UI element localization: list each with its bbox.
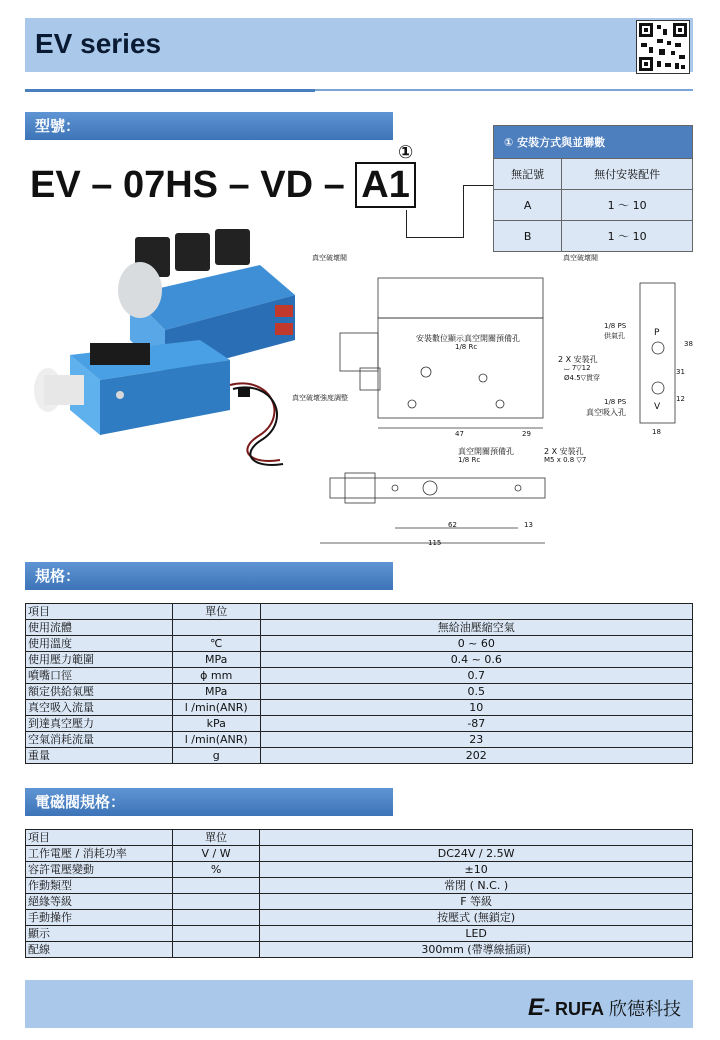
mount-holes-sub: Ø4.5▽貫穿 <box>564 374 601 382</box>
solenoid-unit-cell <box>172 878 259 894</box>
spec-row <box>26 636 693 652</box>
solenoid-item-cell: 絕緣等級 <box>26 894 173 910</box>
dimension-label: 31 <box>676 368 685 376</box>
spec-item-cell: 額定供給氣壓 <box>26 684 173 700</box>
solenoid-section-bar <box>25 788 393 816</box>
solenoid-value-cell: 300mm (帶導線插頭) <box>260 942 693 958</box>
mount-holes-sub: ⌴ 7▽12 <box>564 364 591 372</box>
spec-unit-cell: MPa <box>172 684 260 700</box>
solenoid-value-cell: 常閉 ( N.C. ) <box>260 878 693 894</box>
solenoid-unit-cell: % <box>172 862 259 878</box>
spec-item-cell: 項目 <box>26 604 173 620</box>
connector-line <box>463 185 464 238</box>
dimension-label: 62 <box>448 521 457 529</box>
ps-vac-label: 1/8 PS <box>604 398 627 406</box>
install-cell: A <box>494 190 562 221</box>
spec-value-cell: 0 ~ 60 <box>260 636 692 652</box>
connector-line <box>406 237 464 238</box>
connector-line <box>406 210 407 238</box>
spec-value-cell: -87 <box>260 716 692 732</box>
spec-item-cell: 使用溫度 <box>26 636 173 652</box>
spec-unit-cell: MPa <box>172 652 260 668</box>
mount-holes-label: 2 X 安裝孔 <box>544 447 584 456</box>
logo-rufa: - RUFA <box>543 999 604 1019</box>
logo-e: E <box>527 994 544 1021</box>
mount-note: 安裝數位顯示真空開關預備孔 <box>416 334 520 343</box>
spec-unit-cell: g <box>172 748 260 764</box>
spec-row <box>26 748 693 764</box>
spec-item-cell: 噴嘴口徑 <box>26 668 173 684</box>
option-marker: ① <box>398 142 414 163</box>
solenoid-table <box>25 829 693 958</box>
switch-hole-sub: 1/8 Rc <box>458 456 481 464</box>
solenoid-row <box>26 894 693 910</box>
spec-section-heading: 規格： <box>35 567 81 585</box>
solenoid-value-cell <box>260 830 693 846</box>
spec-row <box>26 716 693 732</box>
solenoid-row <box>26 910 693 926</box>
model-section-bar <box>25 112 393 140</box>
spec-item-cell: 重量 <box>26 748 173 764</box>
solenoid-row <box>26 862 693 878</box>
spec-unit-cell: ℃ <box>172 636 260 652</box>
technical-drawing <box>300 248 710 548</box>
solenoid-section-heading: 電磁閥規格： <box>35 793 126 811</box>
mount-holes-label: 2 X 安裝孔 <box>558 355 598 364</box>
spec-unit-cell: kPa <box>172 716 260 732</box>
install-cell: 1 ～ 10 <box>562 221 693 252</box>
model-code-suffix: A1 <box>355 162 416 208</box>
dimension-label: 29 <box>522 430 531 438</box>
install-table-title: ① 安裝方式與並聯數 <box>494 126 693 159</box>
spec-value-cell: 無給油壓縮空氣 <box>260 620 692 636</box>
solenoid-row <box>26 942 693 958</box>
port-v-label: V <box>654 402 661 412</box>
ps-supply-label: 1/8 PS <box>604 322 627 330</box>
solenoid-value-cell: LED <box>260 926 693 942</box>
mount-note-sub: 1/8 Rc <box>455 343 478 351</box>
page-title: EV series <box>35 28 162 59</box>
product-photo <box>30 225 310 475</box>
vacuum-port-label: 真空吸入孔 <box>586 408 626 417</box>
spec-value-cell: 202 <box>260 748 692 764</box>
supply-port-label: 供氣孔 <box>604 332 625 340</box>
solenoid-row <box>26 830 693 846</box>
spec-value-cell <box>260 604 692 620</box>
header-banner <box>25 18 693 72</box>
footer-banner <box>25 980 693 1028</box>
vacuum-breaking-label: 真空破壞閥 <box>563 254 598 262</box>
solenoid-item-cell: 工作電壓 / 消耗功率 <box>26 846 173 862</box>
install-col-header: 無記號 <box>494 159 562 190</box>
model-section-heading: 型號： <box>35 117 81 135</box>
solenoid-unit-cell <box>172 910 259 926</box>
spec-value-cell: 0.7 <box>260 668 692 684</box>
dimension-label: 12 <box>676 395 685 403</box>
solenoid-row <box>26 878 693 894</box>
company-logo <box>528 994 681 1022</box>
install-cell: B <box>494 221 562 252</box>
solenoid-value-cell: ±10 <box>260 862 693 878</box>
solenoid-row <box>26 846 693 862</box>
spec-unit-cell <box>172 620 260 636</box>
solenoid-item-cell: 項目 <box>26 830 173 846</box>
spec-value-cell: 0.5 <box>260 684 692 700</box>
dimension-label: 18 <box>652 428 661 436</box>
spec-unit-cell: ɸ mm <box>172 668 260 684</box>
switch-hole-label: 真空開關預備孔 <box>458 447 514 456</box>
solenoid-value-cell: F 等級 <box>260 894 693 910</box>
solenoid-item-cell: 配線 <box>26 942 173 958</box>
spec-unit-cell: l /min(ANR) <box>172 732 260 748</box>
spec-unit-cell: l /min(ANR) <box>172 700 260 716</box>
qr-code-icon <box>637 21 689 73</box>
spec-item-cell: 到達真空壓力 <box>26 716 173 732</box>
solenoid-unit-cell <box>172 942 259 958</box>
solenoid-unit-cell <box>172 926 259 942</box>
spec-section-bar <box>25 562 393 590</box>
spec-value-cell: 23 <box>260 732 692 748</box>
solenoid-item-cell: 容許電壓變動 <box>26 862 173 878</box>
header-rule-accent <box>25 89 315 92</box>
spec-item-cell: 使用流體 <box>26 620 173 636</box>
solenoid-value-cell: 按壓式 (無鎖定) <box>260 910 693 926</box>
spec-value-cell: 0.4 ~ 0.6 <box>260 652 692 668</box>
dimension-label: 47 <box>455 430 464 438</box>
solenoid-item-cell: 手動操作 <box>26 910 173 926</box>
spec-table <box>25 603 693 764</box>
spec-row <box>26 652 693 668</box>
solenoid-row <box>26 926 693 942</box>
dimension-label: 115 <box>428 539 442 547</box>
spec-row <box>26 732 693 748</box>
spec-item-cell: 真空吸入流量 <box>26 700 173 716</box>
spec-item-cell: 使用壓力範圍 <box>26 652 173 668</box>
solenoid-item-cell: 顯示 <box>26 926 173 942</box>
spec-row <box>26 684 693 700</box>
flow-adjust-label: 真空破壞強度調整 <box>292 394 348 402</box>
model-code <box>30 164 416 207</box>
dimension-label: 13 <box>524 521 533 529</box>
solenoid-unit-cell: V / W <box>172 846 259 862</box>
logo-chinese: 欣德科技 <box>609 999 681 1019</box>
spec-item-cell: 空氣消耗流量 <box>26 732 173 748</box>
solenoid-unit-cell: 單位 <box>172 830 259 846</box>
spec-unit-cell: 單位 <box>172 604 260 620</box>
port-p-label: P <box>654 328 660 338</box>
install-col-header: 無付安裝配件 <box>562 159 693 190</box>
dimension-label: 38 <box>684 340 693 348</box>
spec-value-cell: 10 <box>260 700 692 716</box>
solenoid-unit-cell <box>172 894 259 910</box>
install-cell: 1 ～ 10 <box>562 190 693 221</box>
connector-line <box>463 185 493 186</box>
spec-row <box>26 604 693 620</box>
spec-row <box>26 700 693 716</box>
install-options-table <box>493 125 693 252</box>
solenoid-value-cell: DC24V / 2.5W <box>260 846 693 862</box>
qr-code[interactable] <box>636 20 690 74</box>
model-code-prefix: EV – 07HS – VD – <box>30 164 345 206</box>
mount-holes-sub: M5 x 0.8 ▽7 <box>544 456 587 464</box>
vacuum-breaking-label: 真空破壞閥 <box>312 254 347 262</box>
spec-row <box>26 620 693 636</box>
spec-row <box>26 668 693 684</box>
solenoid-item-cell: 作動類型 <box>26 878 173 894</box>
